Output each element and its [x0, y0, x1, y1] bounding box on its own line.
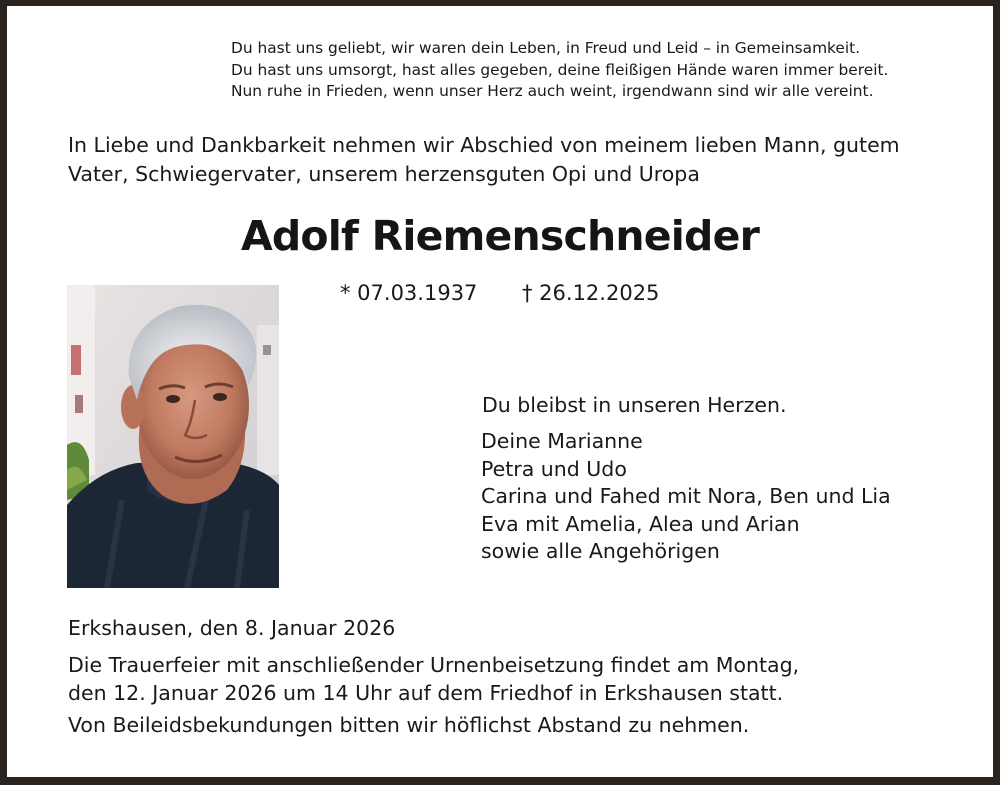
portrait-photo [67, 285, 279, 588]
condolence-note: Von Beileidsbekundungen bitten wir höflichst Abstand zu nehmen. [68, 713, 750, 737]
memory-line: Du bleibst in unseren Herzen. [482, 393, 787, 417]
poem-line: Du hast uns geliebt, wir waren dein Leben, in Freud und Leid – in Gemeinsamkeit. [231, 39, 861, 57]
intro-line: Vater, Schwiegervater, unserem herzensguten Opi und Uropa [68, 162, 700, 186]
intro-text [68, 131, 900, 189]
place-date: Erkshausen, den 8. Januar 2026 [68, 616, 396, 640]
intro-line: In Liebe und Dankbarkeit nehmen wir Abschied von meinem lieben Mann, gutem [68, 133, 900, 157]
funeral-line: Die Trauerfeier mit anschließender Urnenbeisetzung findet am Montag, [68, 653, 800, 677]
poem-line: Nun ruhe in Frieden, wenn unser Herz auch weint, irgendwann sind wir alle vereint. [231, 82, 874, 100]
mourners-list [481, 428, 891, 566]
mourner: Petra und Udo [481, 456, 627, 481]
birth-date: * 07.03.1937 [340, 281, 478, 305]
funeral-info [68, 651, 799, 707]
death-date: † 26.12.2025 [522, 281, 660, 305]
deceased-name: Adolf Riemenschneider [240, 212, 760, 260]
poem-line: Du hast uns umsorgt, hast alles gegeben, deine fleißigen Hände waren immer bereit. [231, 60, 889, 79]
mourner: Carina und Fahed mit Nora, Ben und Lia [481, 484, 891, 508]
poem [231, 38, 888, 103]
mourner: Eva mit Amelia, Alea und Arian [481, 511, 800, 536]
mourner: sowie alle Angehörigen [481, 539, 720, 563]
mourner: Deine Marianne [481, 429, 643, 453]
funeral-line: den 12. Januar 2026 um 14 Uhr auf dem Friedhof in Erkshausen statt. [68, 681, 784, 705]
